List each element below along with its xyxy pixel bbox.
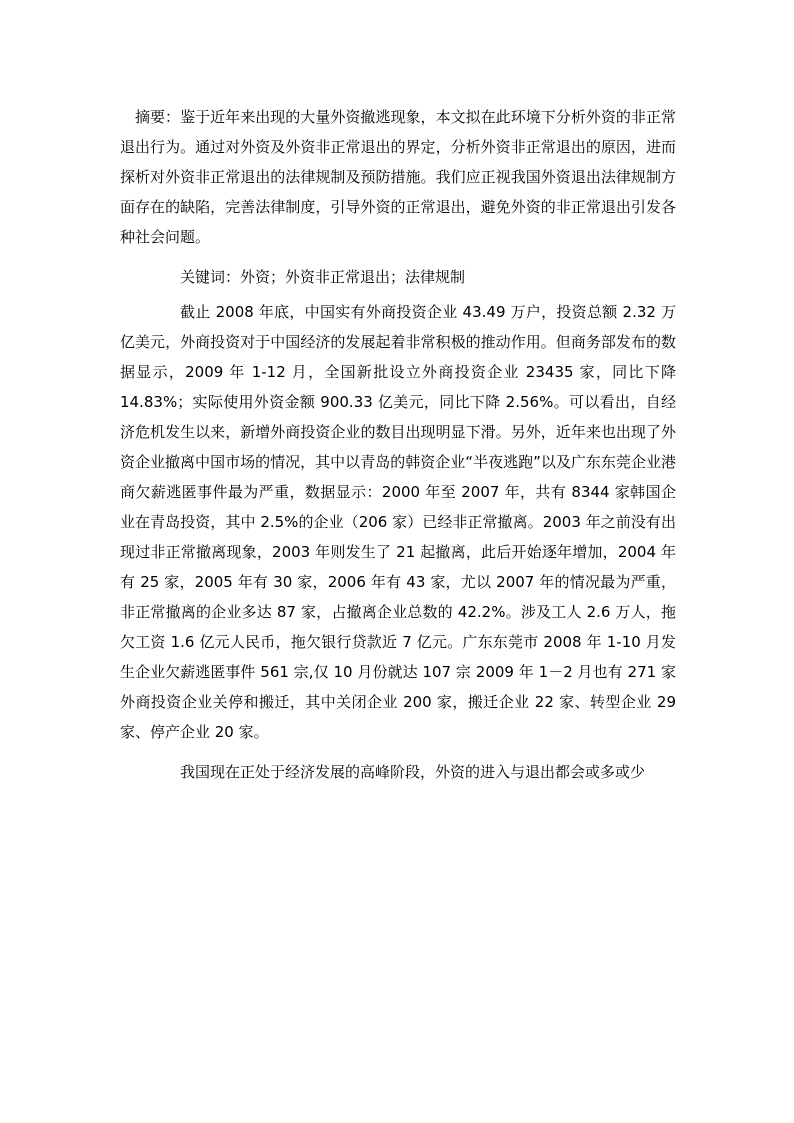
body-paragraph: 截止 2008 年底，中国实有外商投资企业 43.49 万户，投资总额 2.32 万亿美元，外商投资对于中国经济的发展起着非常积极的推动作用。但商务部发布的数据显示，2009 年 1-12 月，全国新批设立外商投资企业 23435 家，同比下降 14.83%；实际使用外资金额 900.33 亿美元，同比下降 2.56%。可以看出，自经济危机发生以来，新增外商投资企业的数目出现明显下滑。另外，近年来也出现了外资企业撤离中国市场的情况，其中以青岛的韩资企业“半夜逃跑”以及广东东莞企业港商欠薪逃匿事件最为严重，数据显示：2000 年至 2007 年，共有 8344 家韩国企业在青岛投资，其中 2.5%的企业（206 家）已经非正常撤离。2003 年之前没有出现过非正常撤离现象，2003 年则发生了 21 起撤离，此后开始逐年增加，2004 年有 25 家，2005 年有 30 家，2006 年有 43 家，尤以 2007 年的情况最为严重，非正常撤离的企业多达 87 家，占撤离企业总数的 42.2%。涉及工人 2.6 万人，拖欠工资 1.6 亿元人民币，拖欠银行贷款近 7 亿元。广东东莞市 2008 年 1-10 月发生企业欠薪逃匿事件 561 宗,仅 10 月份就达 107 宗 2009 年 1－2 月也有 271 家外商投资企业关停和搬迁，其中关闭企业 200 家，搬迁企业 22 家、转型企业 29 家、停产企业 20 家。 (120, 303, 676, 741)
body-paragraph: 我国现在正处于经济发展的高峰阶段，外资的进入与退出都会或多或少 (180, 763, 646, 781)
keywords-line: 关键词：外资；外资非正常退出；法律规制 (180, 268, 466, 286)
document-body (120, 102, 676, 787)
abstract-paragraph: 摘要：鉴于近年来出现的大量外资撤逃现象，本文拟在此环境下分析外资的非正常退出行为。通过对外资及外资非正常退出的界定，分析外资非正常退出的原因，进而探析对外资非正常退出的法律规制及预防措施。我们应正视我国外资退出法律规制方面存在的缺陷，完善法律制度，引导外资的正常退出，避免外资的非正常退出引发各种社会问题。 (120, 108, 676, 246)
